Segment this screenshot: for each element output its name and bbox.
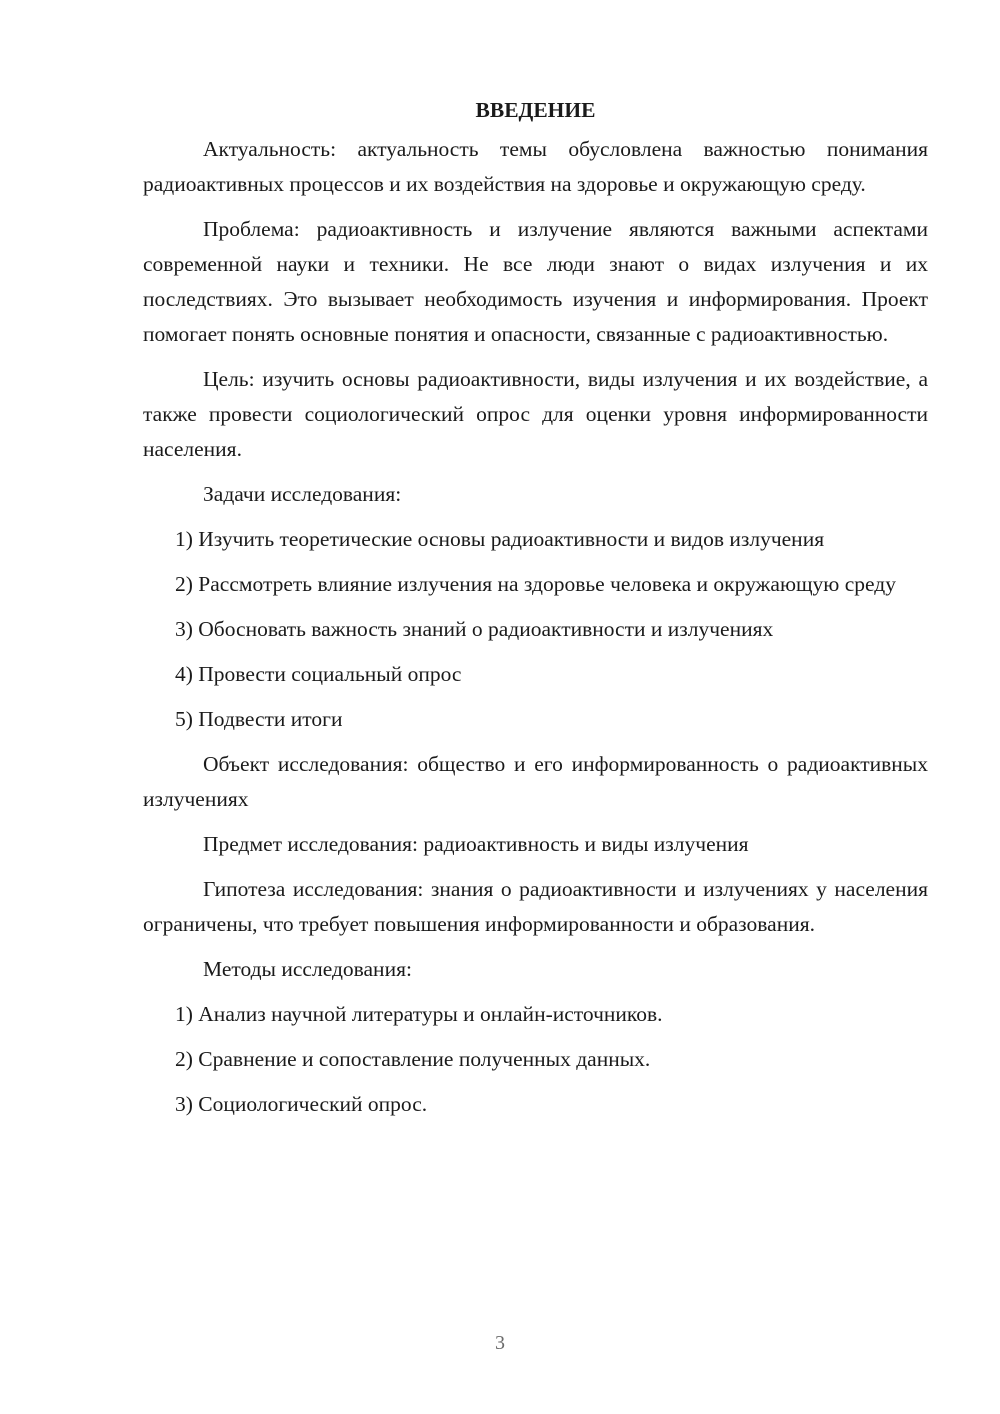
problem-paragraph: Проблема: радиоактивность и излучение являются важными аспектами современной науки и техники. Не все люди знают о видах излучения и их последствиях. Это вызывает необходимость изучения и информирования. Проект помогает понять основные понятия и опасности, связанные с радиоактивностью. xyxy=(143,217,928,346)
task-item-4: 4) Провести социальный опрос xyxy=(175,662,462,686)
page-title: ВВЕДЕНИЕ xyxy=(475,98,596,122)
goal-paragraph: Цель: изучить основы радиоактивности, виды излучения и их воздействие, а также провести социологический опрос для оценки уровня информированности населения. xyxy=(143,367,928,461)
method-item-2: 2) Сравнение и сопоставление полученных данных. xyxy=(175,1047,651,1071)
subject-paragraph: Предмет исследования: радиоактивность и виды излучения xyxy=(203,832,749,856)
relevance-paragraph: Актуальность: актуальность темы обусловлена важностью понимания радиоактивных процессов и их воздействия на здоровье и окружающую среду. xyxy=(143,137,928,196)
page-number: 3 xyxy=(495,1332,505,1354)
method-item-1: 1) Анализ научной литературы и онлайн-источников. xyxy=(175,1002,663,1026)
method-item-3: 3) Социологический опрос. xyxy=(175,1092,428,1116)
hypothesis-paragraph: Гипотеза исследования: знания о радиоактивности и излучениях у населения ограничены, что требует повышения информированности и образования. xyxy=(143,877,928,936)
task-item-2: 2) Рассмотреть влияние излучения на здоровье человека и окружающую среду xyxy=(175,572,896,596)
tasks-heading: Задачи исследования: xyxy=(203,482,402,506)
methods-heading: Методы исследования: xyxy=(203,957,412,981)
document-page xyxy=(143,88,928,1132)
task-item-1: 1) Изучить теоретические основы радиоактивности и видов излучения xyxy=(175,527,825,551)
object-paragraph: Объект исследования: общество и его информированность о радиоактивных излучениях xyxy=(143,752,928,811)
task-item-3: 3) Обосновать важность знаний о радиоактивности и излучениях xyxy=(175,617,774,641)
task-item-5: 5) Подвести итоги xyxy=(175,707,343,731)
